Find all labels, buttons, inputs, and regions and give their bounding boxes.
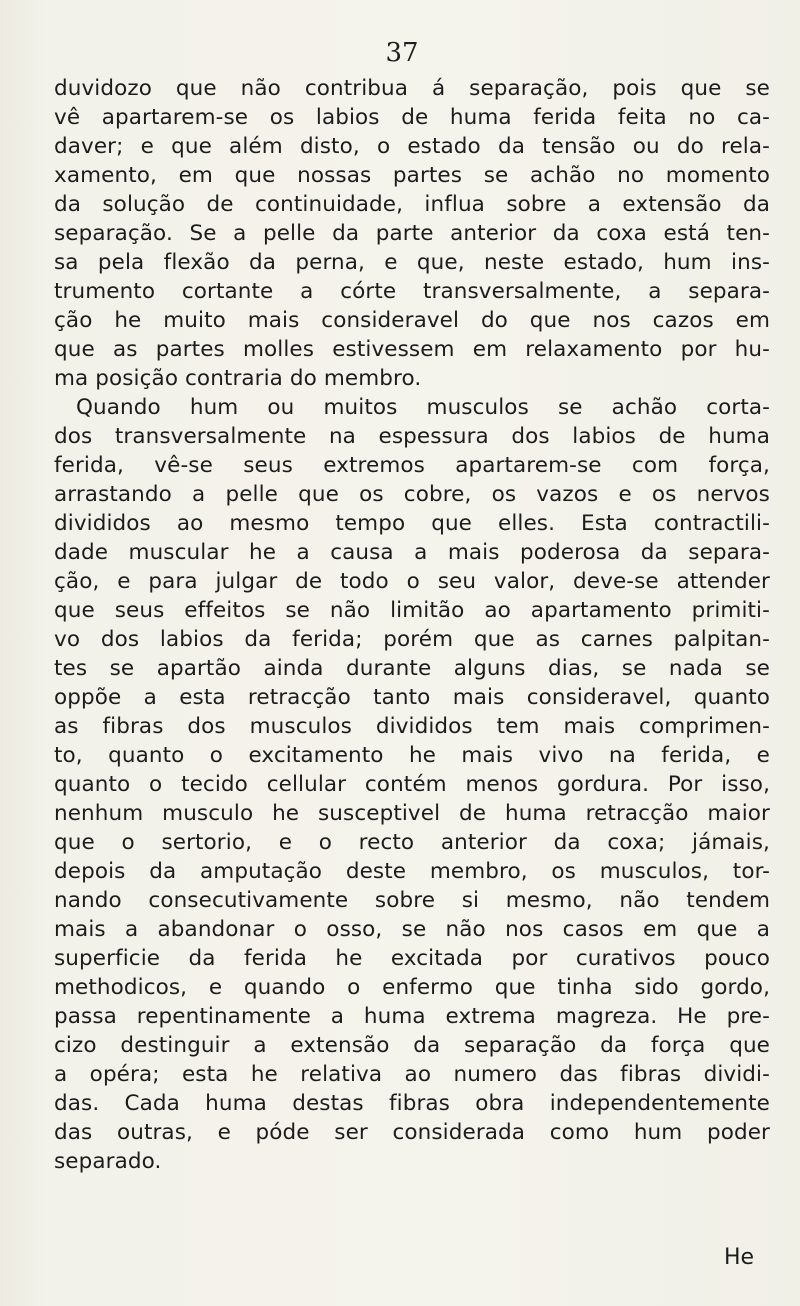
text-line: sa pela flexão da perna, e que, neste estado, hum ins- [54, 250, 770, 275]
text-line: da solução de continuidade, influa sobre a extensão da [54, 192, 770, 217]
text-line: nando consecutivamente sobre si mesmo, não tendem [54, 888, 770, 913]
text-line: Quando hum ou muitos musculos se achão corta- [76, 395, 770, 420]
text-line: ção, e para julgar de todo o seu valor, deve-se attender [54, 569, 770, 594]
text-line: que seus effeitos se não limitão ao apartamento primiti- [54, 598, 770, 623]
text-line: que as partes molles estivessem em relaxamento por hu- [54, 337, 770, 362]
text-line: dade muscular he a causa a mais poderosa da separa- [54, 540, 770, 565]
text-line: passa repentinamente a huma extrema magreza. He pre- [54, 1004, 770, 1029]
text-line: duvidozo que não contribua á separação, pois que se [54, 76, 770, 101]
catchword: He [724, 1245, 755, 1270]
text-line: vo dos labios da ferida; porém que as carnes palpitan- [54, 627, 770, 652]
text-line: cizo destinguir a extensão da separação da força que [54, 1033, 770, 1058]
text-line: ferida, vê-se seus extremos apartarem-se com força, [54, 453, 770, 478]
text-line: tes se apartão ainda durante alguns dias, se nada se [54, 656, 770, 681]
text-line: ma posição contraria do membro. [54, 366, 422, 391]
text-line: depois da amputação deste membro, os musculos, tor- [54, 859, 770, 884]
text-line: separação. Se a pelle da parte anterior da coxa está ten- [54, 221, 770, 246]
page-number: 37 [385, 38, 419, 68]
text-line: as fibras dos musculos divididos tem mais comprimen- [54, 714, 770, 739]
text-line: nenhum musculo he susceptivel de huma retracção maior [54, 801, 770, 826]
text-line: to, quanto o excitamento he mais vivo na ferida, e [54, 743, 770, 768]
text-line: das. Cada huma destas fibras obra independentemente [54, 1091, 770, 1116]
body-text [54, 74, 770, 1176]
text-line: divididos ao mesmo tempo que elles. Esta contractili- [54, 511, 770, 536]
text-line: das outras, e póde ser considerada como hum poder [54, 1120, 770, 1145]
text-line: dos transversalmente na espessura dos labios de huma [54, 424, 770, 449]
text-line: oppõe a esta retracção tanto mais consideravel, quanto [54, 685, 770, 710]
text-line: trumento cortante a córte transversalmente, a separa- [54, 279, 770, 304]
text-line: ção he muito mais consideravel do que nos cazos em [54, 308, 770, 333]
text-line: a opéra; esta he relativa ao numero das fibras dividi- [54, 1062, 770, 1087]
text-line: superficie da ferida he excitada por curativos pouco [54, 946, 770, 971]
text-line: xamento, em que nossas partes se achão no momento [54, 163, 770, 188]
text-line: daver; e que além disto, o estado da tensão ou do rela- [54, 134, 770, 159]
text-line: quanto o tecido cellular contém menos gordura. Por isso, [54, 772, 770, 797]
text-line: mais a abandonar o osso, se não nos casos em que a [54, 917, 770, 942]
text-line: methodicos, e quando o enfermo que tinha sido gordo, [54, 975, 770, 1000]
text-line: vê apartarem-se os labios de huma ferida feita no ca- [54, 105, 770, 130]
text-line: arrastando a pelle que os cobre, os vazos e os nervos [54, 482, 770, 507]
text-line: separado. [54, 1149, 162, 1174]
text-line: que o sertorio, e o recto anterior da coxa; jámais, [54, 830, 770, 855]
